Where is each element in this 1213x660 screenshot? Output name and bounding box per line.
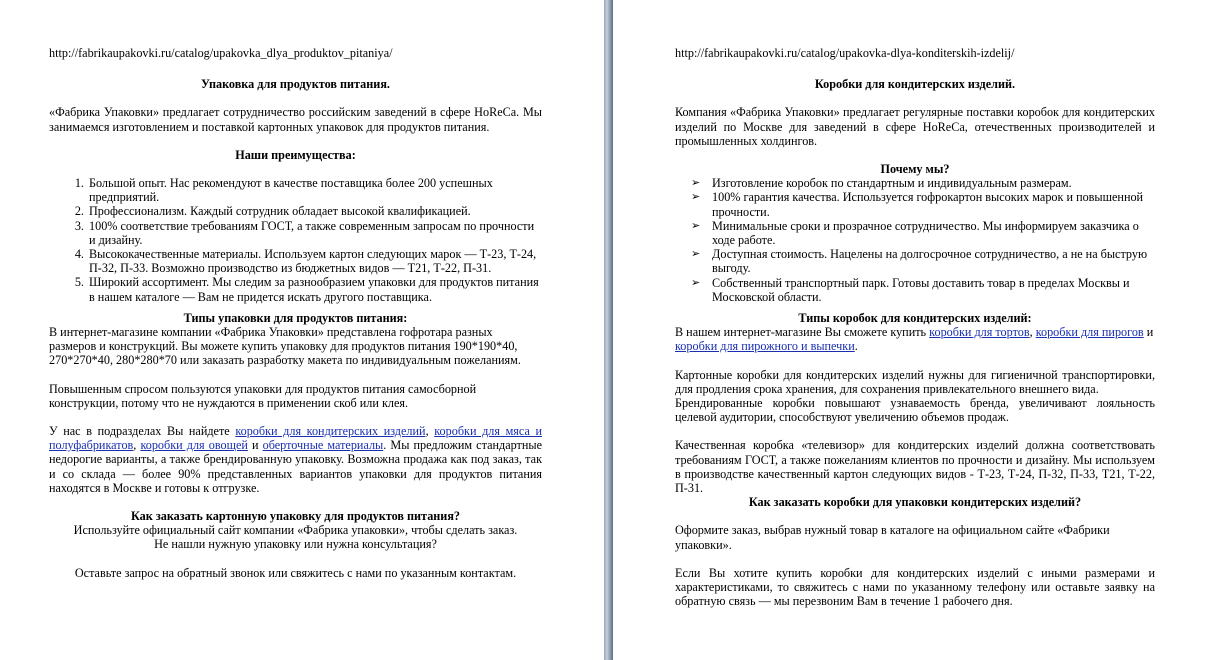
arrow-bullet-icon: ➢ xyxy=(691,276,701,289)
list-item-text: 100% гарантия качества. Используется гофрокартон высоких марок и повышенной прочности. xyxy=(712,190,1144,219)
right-order-paragraph-2: Если Вы хотите купить коробки для кондитерских изделий с иными размерами и характеристиками, то свяжитесь с нами по указанному телефону или оставьте заявку на обратную связь — мы перезвоним Вам в течение 1 рабочего дня. xyxy=(675,565,1155,609)
popular-paragraph: Повышенным спросом пользуются упаковки для продуктов питания самосборной конструкции, потому что не нуждаются в применении скоб или клея. xyxy=(49,381,477,410)
left-intro-paragraph: «Фабрика Упаковки» предлагает сотрудничество российским заведений в сфере HoReCa. Мы занимаемся изготовлением и поставкой картонных упаковок для продуктов питания. xyxy=(49,105,542,134)
right-page xyxy=(613,0,1213,660)
advantages-list xyxy=(49,176,542,304)
right-order-heading: Как заказать коробки для упаковки кондитерских изделий? xyxy=(748,495,1082,510)
why-us-list xyxy=(675,176,1155,304)
arrow-bullet-icon: ➢ xyxy=(691,191,701,204)
list-item-text: Минимальные сроки и прозрачное сотрудничество. Мы информируем заказчика о ходе работе. xyxy=(712,218,1139,248)
list-item: 5. Широкий ассортимент. Мы следим за разнообразием упаковки для продуктов питания в нашем каталоге — Вам не придется искать другого поставщика. xyxy=(87,275,542,303)
box-types-text-suffix: . xyxy=(854,339,858,354)
separator: и xyxy=(247,438,263,453)
tv-box-paragraph: Качественная коробка «телевизор» для кондитерских изделий должна соответствовать требованиям ГОСТ, а также пожеланиям клиентов по прочности и дизайну. Мы используем в производстве качественный картон следующих видов - Т-23, Т-24, П-32, П-33, Т21, Т-22, П-31. xyxy=(675,438,1155,496)
brand-paragraph: Брендированные коробки повышают узнаваемость бренда, увеличивают лояльность целевой аудитории, способствуют увеличению объемов продаж. xyxy=(675,396,1155,425)
link-confectionery-boxes[interactable]: коробки для кондитерских изделий xyxy=(235,424,426,439)
order-heading: Как заказать картонную упаковку для продуктов питания? xyxy=(130,509,461,524)
order-line-3: Оставьте запрос на обратный звонок или свяжитесь с нами по указанным контактам. xyxy=(74,565,517,580)
separator: , xyxy=(425,424,435,439)
separator: и xyxy=(1143,325,1154,340)
list-item xyxy=(675,190,1155,218)
packaging-types-heading: Типы упаковки для продуктов питания: xyxy=(183,310,408,325)
left-page-url: http://fabrikaupakovki.ru/catalog/upakovka_dlya_produktov_pitaniya/ xyxy=(49,46,393,60)
right-intro-paragraph: Компания «Фабрика Упаковки» предлагает регулярные поставки коробок для кондитерских изделий по Москве для заведений в сфере HoReCa, отечественных производителей и промышленных холдингов. xyxy=(675,105,1155,148)
why-us-heading: Почему мы? xyxy=(880,162,950,177)
right-page-content xyxy=(675,46,1155,609)
order-line-1: Используйте официальный сайт компании «Фабрика упаковки», чтобы сделать заказ. xyxy=(73,523,518,538)
link-vegetable-boxes[interactable]: коробки для овощей xyxy=(140,438,248,453)
list-item-text: Доступная стоимость. Нацелены на долгосрочное сотрудничество, а не на быструю выгоду. xyxy=(712,247,1148,276)
list-item: 2. Профессионализм. Каждый сотрудник обладает высокой квалификацией. xyxy=(87,204,542,218)
link-cake-boxes[interactable]: коробки для тортов xyxy=(929,325,1030,340)
order-line-2: Не нашли нужную упаковку или нужна консультация? xyxy=(154,537,437,552)
left-page xyxy=(0,0,604,660)
link-pastry-boxes[interactable]: коробки для пирожного и выпечки xyxy=(675,339,855,354)
right-page-title: Коробки для кондитерских изделий. xyxy=(814,77,1016,92)
separator: , xyxy=(1029,325,1036,340)
box-types-text-prefix: В нашем интернет-магазине Вы сможете купить xyxy=(675,325,930,340)
page-divider xyxy=(604,0,613,660)
sections-paragraph xyxy=(49,424,542,495)
list-item xyxy=(675,219,1155,247)
box-types-paragraph xyxy=(675,325,1155,353)
right-order-paragraph-1: Оформите заказ, выбрав нужный товар в каталоге на официальном сайте «Фабрики упаковки». xyxy=(675,523,1110,552)
separator: , xyxy=(133,438,141,453)
sections-text-suffix: . Мы предложим стандартные недорогие варианты, а также брендированную упаковку. Возможна продажа как под заказ, так и со склада — более 90% представленных вариантов упаковки для продуктов питания находятся в Москве и готовы к отгрузке. xyxy=(49,438,542,495)
link-meat-boxes[interactable]: коробки для мяса и полуфабрикатов xyxy=(49,424,543,453)
list-item: 3. 100% соответствие требованиям ГОСТ, а также современным запросам по прочности и дизайну. xyxy=(87,219,542,247)
list-item xyxy=(675,247,1155,275)
packaging-types-paragraph: В интернет-магазине компании «Фабрика Упаковки» представлена гофротара разных размеров и конструкций. Вы можете купить упаковку для продуктов питания 190*190*40, 270*270*40, 280*280*70 или заказать разработку макета по индивидуальным пожеланиям. xyxy=(49,325,521,368)
left-page-content xyxy=(49,46,542,580)
arrow-bullet-icon: ➢ xyxy=(691,219,701,232)
list-item: 1. Большой опыт. Нас рекомендуют в качестве поставщика более 200 успешных предприятий. xyxy=(87,176,542,204)
right-page-url: http://fabrikaupakovki.ru/catalog/upakovka-dlya-konditerskih-izdelij/ xyxy=(675,46,1015,60)
link-pie-boxes[interactable]: коробки для пирогов xyxy=(1035,325,1144,340)
list-item xyxy=(675,176,1155,190)
list-item xyxy=(675,276,1155,304)
list-item-text: Собственный транспортный парк. Готовы доставить товар в пределах Москвы и Московской области. xyxy=(712,275,1130,304)
left-page-title: Упаковка для продуктов питания. xyxy=(201,77,390,92)
list-item-text: Изготовление коробок по стандартным и индивидуальным размерам. xyxy=(712,176,1072,191)
box-types-heading: Типы коробок для кондитерских изделий: xyxy=(798,311,1032,326)
arrow-bullet-icon: ➢ xyxy=(691,248,701,261)
arrow-bullet-icon: ➢ xyxy=(691,177,701,190)
sections-text-prefix: У нас в подразделах Вы найдете xyxy=(49,424,236,439)
link-wrapping-materials[interactable]: оберточные материалы xyxy=(262,438,384,453)
list-item: 4. Высококачественные материалы. Используем картон следующих марок — Т-23, Т-24, П-32, П-33. Возможно производство из бюджетных видов — Т21, Т-22, П-31. xyxy=(87,247,542,275)
advantages-heading: Наши преимущества: xyxy=(235,147,356,162)
hygiene-paragraph: Картонные коробки для кондитерских изделий нужны для гигиеничной транспортировки, для продления срока хранения, для сохранения привлекательного внешнего вида. xyxy=(675,367,1155,396)
